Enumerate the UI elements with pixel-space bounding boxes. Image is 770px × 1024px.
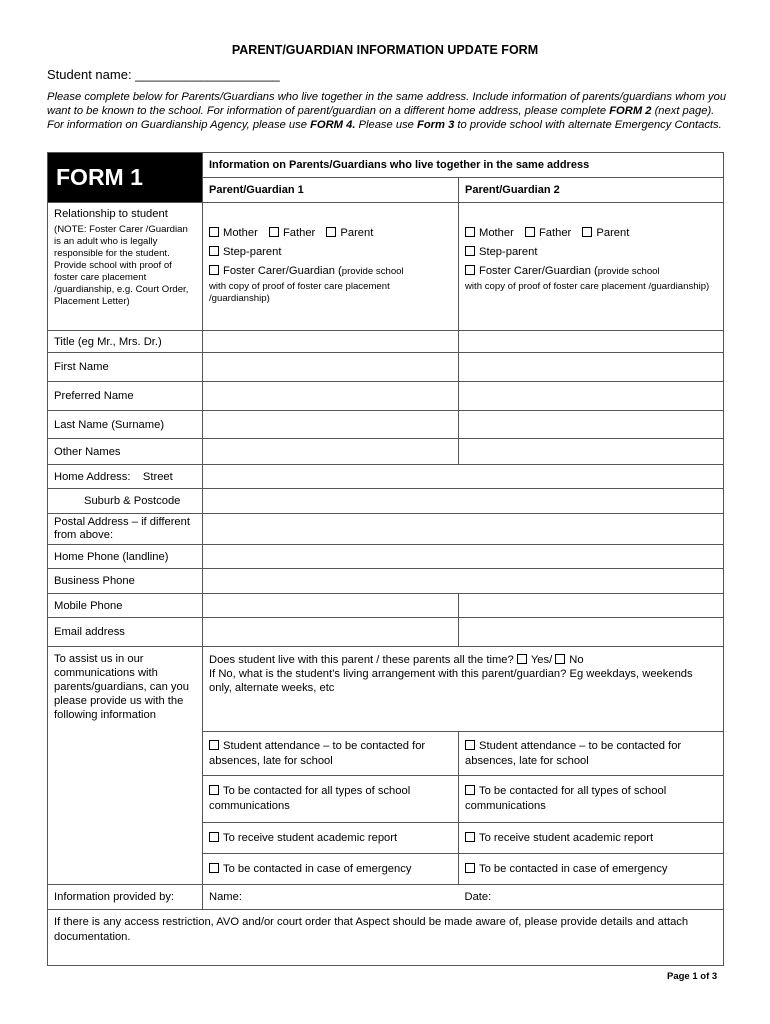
step-parent-checkbox-2[interactable] (465, 246, 475, 256)
relationship-parent1 (203, 203, 459, 331)
first-name-label: First Name (48, 353, 203, 382)
emergency-option-2 (459, 854, 724, 885)
father-label-2: Father (538, 227, 572, 239)
report-checkbox-2[interactable] (465, 832, 475, 842)
form-table (47, 152, 724, 966)
foster-label: Foster Carer/Guardian ( (223, 265, 342, 277)
parent-checkbox[interactable] (326, 227, 336, 237)
all-comms-label-2: To be contacted for all types of school communications (465, 785, 667, 812)
home-phone-field[interactable] (203, 545, 724, 569)
instructions (47, 90, 727, 132)
step-parent-checkbox[interactable] (209, 246, 219, 256)
living-question: Does student live with this parent / these parents all the time? (209, 654, 517, 666)
relationship-label-cell (48, 203, 203, 331)
parent-checkbox-2[interactable] (582, 227, 592, 237)
mother-checkbox[interactable] (209, 227, 219, 237)
report-label-2: To receive student academic report (479, 832, 654, 844)
last-name-label: Last Name (Surname) (48, 411, 203, 439)
email-field-2[interactable] (459, 618, 724, 647)
intro-text-1: Please complete below for Parents/Guardians who live together in the same address. Include information of parents/guardians whom you want to be known to the school. For information of parent/guardian on a different home address, please complete (47, 91, 727, 117)
living-arrangement-question: If No, what is the student’s living arrangement with this parent/guardian? Eg weekdays, weekends only, alternate weeks, etc (209, 668, 693, 694)
no-label: No (569, 654, 584, 666)
mother-label-2: Mother (479, 227, 514, 239)
page-number: Page 1 of 3 (667, 971, 718, 982)
business-phone-field[interactable] (203, 569, 724, 594)
mobile-phone-field-2[interactable] (459, 594, 724, 618)
all-comms-checkbox-1[interactable] (209, 785, 219, 795)
mother-checkbox-2[interactable] (465, 227, 475, 237)
other-names-field-1[interactable] (203, 439, 459, 465)
report-checkbox-1[interactable] (209, 832, 219, 842)
title-label: Title (eg Mr., Mrs. Dr.) (48, 331, 203, 353)
living-question-cell (203, 647, 724, 732)
attendance-label-1: Student attendance – to be contacted for absences, late for school (209, 739, 426, 767)
father-checkbox-2[interactable] (525, 227, 535, 237)
title-field-1[interactable] (203, 331, 459, 353)
attendance-checkbox-2[interactable] (465, 740, 475, 750)
step-parent-label-2: Step-parent (479, 246, 538, 258)
last-name-field-1[interactable] (203, 411, 459, 439)
provided-date-field[interactable] (459, 885, 724, 910)
emergency-checkbox-2[interactable] (465, 863, 475, 873)
foster-note-a: provide school (341, 266, 404, 277)
business-phone-label: Business Phone (48, 569, 203, 594)
form2-ref: FORM 2 (609, 105, 652, 117)
student-name-label: Student name: (47, 67, 132, 82)
foster-note-a-2: provide school (597, 266, 660, 277)
form4-ref: FORM 4. (310, 119, 356, 131)
home-phone-label: Home Phone (landline) (48, 545, 203, 569)
parent-label-2: Parent (596, 227, 630, 239)
other-names-label: Other Names (48, 439, 203, 465)
parent-label: Parent (340, 227, 374, 239)
foster-checkbox-2[interactable] (465, 265, 475, 275)
postal-field[interactable] (203, 514, 724, 545)
emergency-checkbox-1[interactable] (209, 863, 219, 873)
report-option-2 (459, 823, 724, 854)
relationship-parent2 (459, 203, 724, 331)
report-label-1: To receive student academic report (223, 832, 398, 844)
attendance-option-2 (459, 732, 724, 776)
section-header: Information on Parents/Guardians who live together in the same address (203, 153, 724, 178)
attendance-checkbox-1[interactable] (209, 740, 219, 750)
foster-checkbox[interactable] (209, 265, 219, 275)
provided-name-label: Name: (209, 891, 242, 903)
other-names-field-2[interactable] (459, 439, 724, 465)
suburb-label: Suburb & Postcode (48, 489, 203, 514)
student-name-line (47, 67, 280, 82)
mobile-phone-label: Mobile Phone (48, 594, 203, 618)
first-name-field-2[interactable] (459, 353, 724, 382)
preferred-name-label: Preferred Name (48, 382, 203, 411)
postal-label: Postal Address – if different from above: (48, 514, 203, 545)
comms-label: To assist us in our communications with parents/guardians, can you please provide us with the following information (48, 647, 203, 885)
restriction-note[interactable]: If there is any access restriction, AVO and/or court order that Aspect should be made aware of, please provide details and attach documentation. (48, 910, 724, 966)
email-label: Email address (48, 618, 203, 647)
attendance-option-1 (203, 732, 459, 776)
emergency-label-2: To be contacted in case of emergency (479, 863, 668, 875)
emergency-option-1 (203, 854, 459, 885)
foster-note-b: with copy of proof of foster care placement /guardianship) (209, 281, 390, 304)
all-comms-checkbox-2[interactable] (465, 785, 475, 795)
yes-label: Yes/ (530, 654, 556, 666)
foster-label-2: Foster Carer/Guardian ( (479, 265, 598, 277)
father-checkbox[interactable] (269, 227, 279, 237)
street-field[interactable] (203, 465, 724, 489)
yes-checkbox[interactable] (517, 654, 527, 664)
father-label: Father (282, 227, 316, 239)
title-field-2[interactable] (459, 331, 724, 353)
provided-date-label: Date: (464, 891, 492, 903)
foster-note-b-2: with copy of proof of foster care placement /guardianship) (465, 281, 710, 292)
all-comms-option-2 (459, 776, 724, 823)
provided-by-label: Information provided by: (48, 885, 203, 910)
report-option-1 (203, 823, 459, 854)
last-name-field-2[interactable] (459, 411, 724, 439)
intro-text-3: Please use (355, 119, 418, 131)
all-comms-label-1: To be contacted for all types of school communications (209, 785, 411, 812)
page-title: PARENT/GUARDIAN INFORMATION UPDATE FORM (231, 43, 539, 57)
col-header-parent1: Parent/Guardian 1 (203, 178, 459, 203)
preferred-name-field-2[interactable] (459, 382, 724, 411)
suburb-field[interactable] (203, 489, 724, 514)
email-field-1[interactable] (203, 618, 459, 647)
col-header-parent2: Parent/Guardian 2 (459, 178, 724, 203)
no-checkbox[interactable] (555, 654, 565, 664)
mobile-phone-field-1[interactable] (203, 594, 459, 618)
intro-text-2: (next page). For information on Guardianship Agency, please use (47, 105, 715, 131)
first-name-field-1[interactable] (203, 353, 459, 382)
step-parent-label: Step-parent (223, 246, 282, 258)
form-label: FORM 1 (48, 153, 203, 203)
all-comms-option-1 (203, 776, 459, 823)
intro-text-4: to provide school with alternate Emergency Contacts. (454, 119, 722, 131)
attendance-label-2: Student attendance – to be contacted for absences, late for school (465, 739, 682, 767)
form3-ref: Form 3 (417, 119, 455, 131)
provided-name-field[interactable] (203, 885, 459, 910)
street-label: Home Address: Street (48, 465, 203, 489)
preferred-name-field-1[interactable] (203, 382, 459, 411)
mother-label: Mother (223, 227, 258, 239)
emergency-label-1: To be contacted in case of emergency (223, 863, 412, 875)
student-name-field[interactable]: ____________________ (135, 67, 280, 82)
relationship-note: (NOTE: Foster Carer /Guardian is an adult who is legally responsible for the student. Provide school with proof of foster care placement /guardianship, e.g. Court Order, Placement Letter) (54, 224, 189, 307)
relationship-label: Relationship to student (54, 208, 168, 220)
